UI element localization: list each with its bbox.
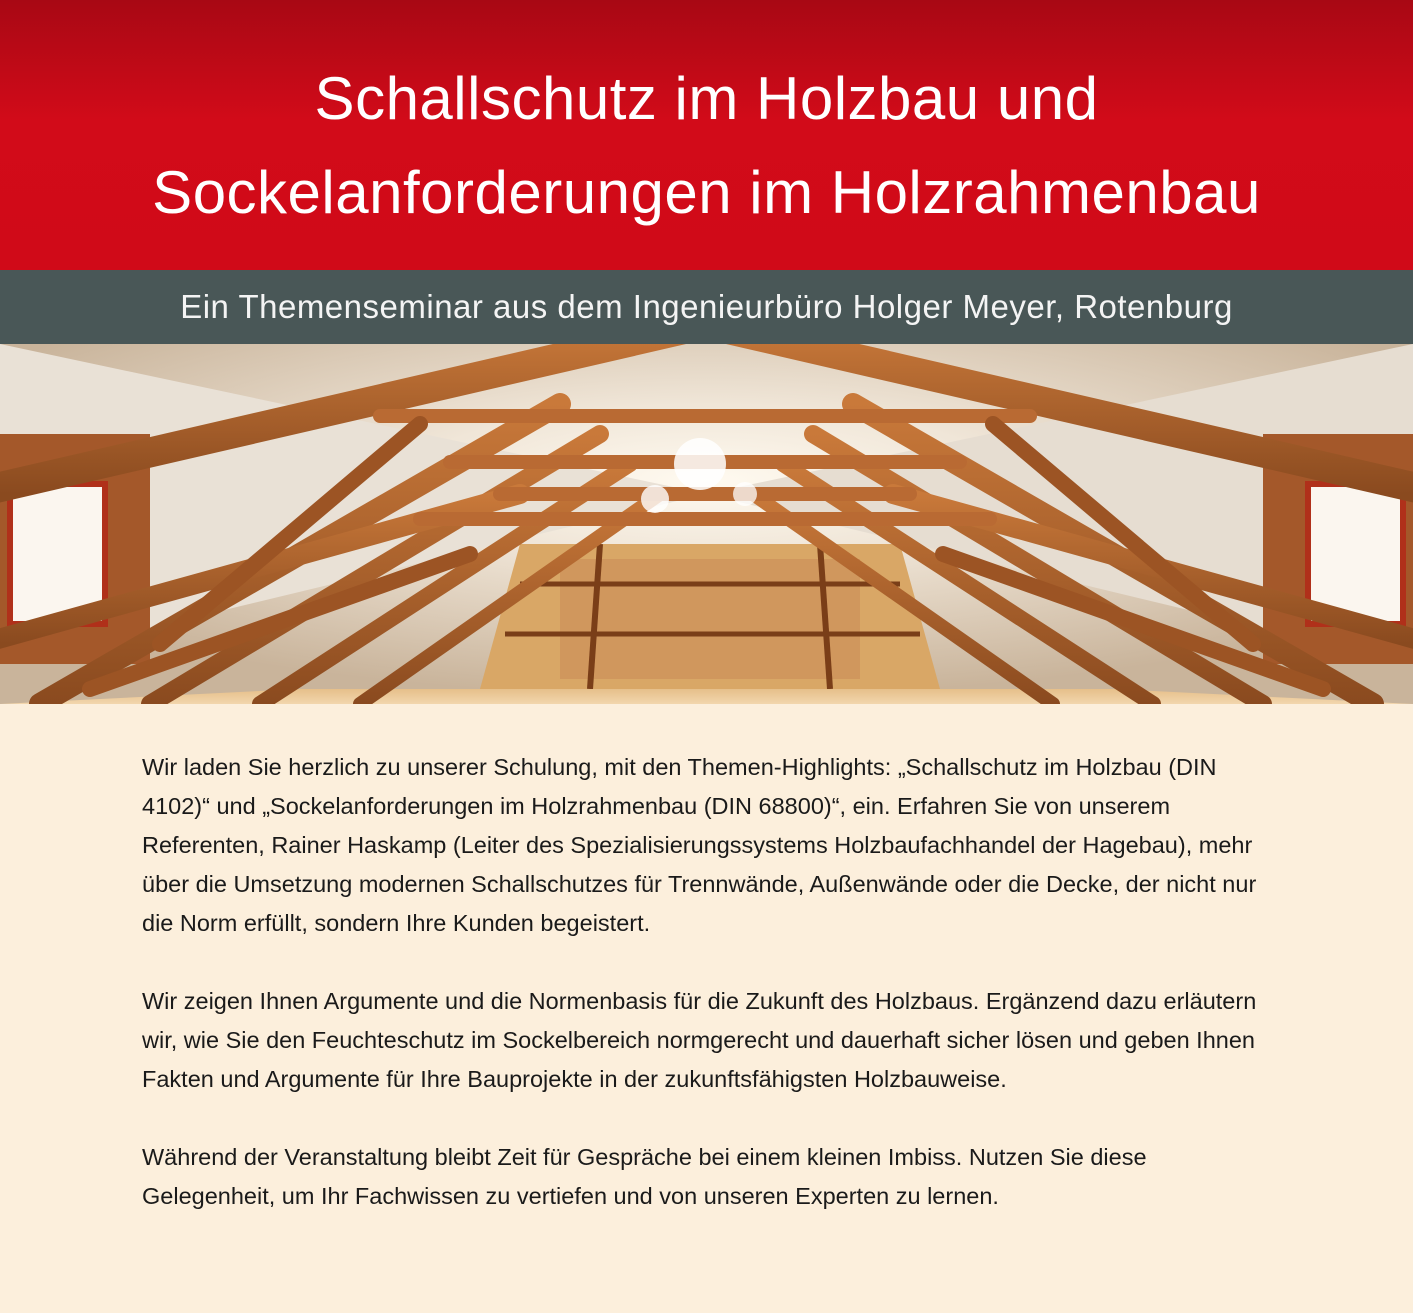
page-title-line-2: Sockelanforderungen im Holzrahmenbau (152, 159, 1261, 226)
subtitle-bar (0, 270, 1413, 344)
page-title (0, 52, 1413, 240)
page-title-line-1: Schallschutz im Holzbau und (314, 65, 1099, 132)
subtitle: Ein Themenseminar aus dem Ingenieurbüro Holger Meyer, Rotenburg (180, 288, 1233, 325)
attic-roof-truss-photo (0, 344, 1413, 704)
seminar-description (142, 748, 1282, 1255)
event-paragraph: Während der Veranstaltung bleibt Zeit für Gespräche bei einem kleinen Imbiss. Nutzen Sie diese Gelegenheit, um Ihr Fachwissen zu vertiefen und von unseren Experten zu lernen. (142, 1144, 1147, 1209)
title-banner (0, 0, 1413, 270)
topics-paragraph: Wir zeigen Ihnen Argumente und die Normenbasis für die Zukunft des Holzbaus. Ergänzend dazu erläutern wir, wie Sie den Feuchteschutz im Sockelbereich normgerecht und dauerhaft sicher lösen und geben Ihnen Fakten und Argumente für Ihre Bauprojekte in der zukunftsfähigsten Holzbauweise. (142, 988, 1257, 1092)
intro-paragraph: Wir laden Sie herzlich zu unserer Schulung, mit den Themen-Highlights: „Schallschutz im Holzbau (DIN 4102)“ und „Sockelanforderungen im Holzrahmenbau (DIN 68800)“, ein. Erfahren Sie von unserem Referenten, Rainer Haskamp (Leiter des Spezialisierungssystems Holzbaufachhandel der Hagebau), mehr über die Umsetzung modernen Schallschutzes für Trennwände, Außenwände oder die Decke, der nicht nur die Norm erfüllt, sondern Ihre Kunden begeistert. (142, 754, 1257, 936)
